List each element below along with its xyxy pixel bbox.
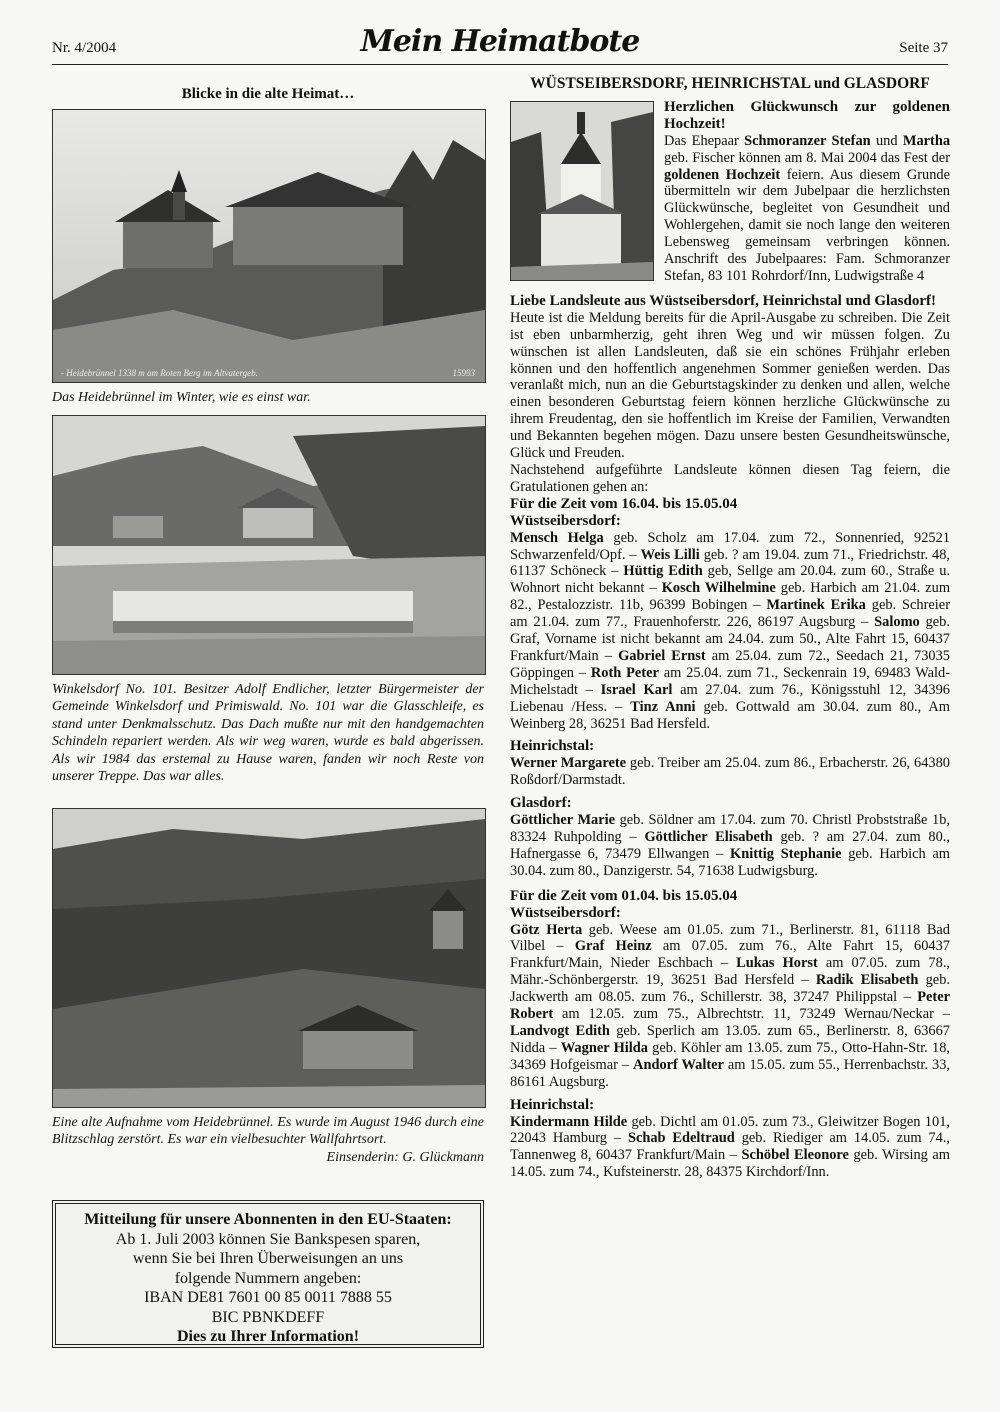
birthday-name: Göttlicher Marie bbox=[510, 812, 616, 829]
notice-line2: wenn Sie bei Ihren Überweisungen an uns bbox=[132, 1250, 404, 1267]
birthday-name: Hüttig Edith bbox=[623, 563, 703, 580]
birthday-name: Landvogt Edith bbox=[510, 1022, 610, 1039]
notice-line1: Ab 1. Juli 2003 können Sie Bankspesen sparen, bbox=[115, 1230, 421, 1248]
greeting-intro: Nachstehend aufgeführte Landsleute können diesen Tag feiern, die Gratulationen gehen an: bbox=[510, 461, 950, 495]
list-block1-h bbox=[510, 755, 950, 789]
birthday-details: am 27.04. zum 76., Königsstuhl 12, 34396 Liebenau /Hess. – bbox=[510, 681, 950, 715]
birthday-name: Peter Robert bbox=[510, 989, 950, 1023]
birthday-details: geb. ? am 27.04. zum 80., Hafnergasse 6, 73479 Ellwangen – bbox=[510, 829, 950, 862]
birthday-details: geb. Söldner am 17.04. zum 70. Christl Probststraße 1b, 83324 Ruhpolding – bbox=[510, 812, 950, 845]
period1-heading: Für die Zeit vom 16.04. bis 15.05.04 bbox=[510, 495, 738, 512]
birthday-name: Schöbel Eleonore bbox=[741, 1147, 849, 1164]
notice-line3: folgende Nummern angeben: bbox=[174, 1269, 362, 1287]
photo-inscription: - Heidebrünnel 1338 m am Roten Berg im Altvatergeb. bbox=[61, 368, 258, 378]
birthday-name: Andorf Walter bbox=[633, 1056, 724, 1073]
photo-winkelsdorf-101 bbox=[52, 415, 486, 675]
photo-number: 15993 bbox=[452, 368, 475, 378]
period1-place-g: Glasdorf: bbox=[510, 795, 572, 812]
notice-title: Mitteilung für unsere Abonnenten in den EU-Staaten: bbox=[84, 1211, 452, 1228]
notice-bic: BIC PBNKDEFF bbox=[211, 1308, 325, 1326]
caption-photo3: Eine alte Aufnahme vom Heidebrünnel. Es wurde im August 1946 durch eine Blitzschlag zerstört. Es war ein vielbesuchter Wallfahrtsort. bbox=[52, 1114, 484, 1147]
period1-place-h: Heinrichstal: bbox=[510, 738, 595, 755]
photo-heidebruennel-winter bbox=[52, 109, 486, 383]
birthday-name: Tinz Anni bbox=[630, 698, 696, 715]
notice-iban: IBAN DE81 7601 00 85 0011 7888 55 bbox=[144, 1289, 392, 1306]
birthday-name: Schab Edeltraud bbox=[627, 1130, 735, 1147]
list-block2-w bbox=[510, 922, 950, 1091]
birthday-name: Martinek Erika bbox=[766, 597, 866, 614]
birthday-details: geb. Jackwerth am 08.05. zum 76., Schillerstr. 38, 37247 Philippstal – bbox=[510, 972, 950, 1006]
birthday-details: geb. Sperlich am 13.05. zum 65., Berlinerstr. 8, 63667 Nidda – bbox=[510, 1022, 950, 1056]
birthday-name: Mensch Helga bbox=[510, 529, 604, 546]
masthead-logo: Mein Heimatbote bbox=[360, 24, 640, 59]
list-block1-w bbox=[510, 530, 950, 733]
birthday-name: Weis Lilli bbox=[640, 546, 700, 563]
period2-heading: Für die Zeit vom 01.04. bis 15.05.04 bbox=[510, 887, 738, 904]
birthday-details: am 12.05. zum 75., Albrechtstr. 11, 73249 Wernau/Neckar – bbox=[553, 1006, 950, 1023]
birthday-details: geb. Schreier am 21.04. zum 77., Frauenhoferstr. 226, 86197 Augsburg – bbox=[510, 597, 950, 631]
birthday-details: geb. Scholz am 17.04. zum 72., Sonnenried, 92521 Schwarzenfeld/Opf. – bbox=[510, 529, 950, 563]
birthday-details: am 25.04. zum 71., Seckenrain 19, 69483 Wald-Michelstadt – bbox=[510, 664, 951, 698]
page-number: Seite 37 bbox=[899, 40, 948, 56]
birthday-name: Kindermann Hilde bbox=[510, 1113, 628, 1130]
birthday-name: Werner Margarete bbox=[510, 755, 627, 772]
caption-photo2: Winkelsdorf No. 101. Besitzer Adolf Endlicher, letzter Bürgermeister der Gemeinde Winkelsdorf und Primiswald. No. 101 war die Glasschleife, es stand unter Denkmalsschutz. Das Dach mußte nur mit den handgemachten Schindeln repariert werden. Als wir weg waren, wurde es bald abgerissen. Als wir 1984 das erstemal zu Hause waren, fanden wir noch Reste von unserer Treppe. Das war alles. bbox=[52, 681, 484, 784]
birthday-details: geb. Weese am 01.05. zum 71., Berlinerstr. 81, 61118 Bad Vilbel – bbox=[510, 921, 951, 955]
right-column bbox=[510, 76, 950, 1181]
congrats-heading: Herzlichen Glückwunsch zur goldenen Hochzeit! bbox=[664, 98, 950, 132]
photo-heidebruennel-old bbox=[52, 808, 486, 1108]
article-title: WÜSTSEIBERSDORF, HEINRICHSTAL und GLASDORF bbox=[530, 75, 930, 92]
birthday-name: Götz Herta bbox=[510, 921, 583, 938]
birthday-details: am 25.04. zum 72., Seedach 21, 73035 Göppingen – bbox=[510, 647, 950, 681]
birthday-details: am 07.05. zum 76., Alte Fahrt 15, 60437 Frankfurt/Main, Nieder Eschbach – bbox=[510, 938, 950, 972]
birthday-details: geb. ? am 19.04. zum 71., Friedrichstr. 48, 61137 Schöneck – bbox=[510, 546, 950, 580]
notice-closing: Dies zu Ihrer Information! bbox=[176, 1328, 360, 1345]
birthday-name: Knittig Stephanie bbox=[730, 845, 842, 862]
birthday-details: am 07.05. zum 78., Mähr.-Schönbergerstr. 19, 36251 Bad Hersfeld – bbox=[510, 955, 951, 989]
birthday-name: Graf Heinz bbox=[574, 938, 652, 955]
birthday-name: Kosch Wilhelmine bbox=[661, 580, 776, 597]
birthday-details: geb. Treiber am 25.04. zum 86., Erbacherstr. 26, 64380 Roßdorf/Darmstadt. bbox=[510, 755, 950, 789]
birthday-details: geb. Köhler am 13.05. zum 75., Otto-Hahn-Str. 18, 34369 Hofgeismar – bbox=[510, 1039, 950, 1073]
section-title: Blicke in die alte Heimat… bbox=[181, 86, 355, 102]
period1-place-w: Wüstseibersdorf: bbox=[510, 512, 621, 529]
birthday-details: am 15.05. zum 55., Herrenbachstr. 33, 86161 Augsburg. bbox=[510, 1056, 950, 1090]
birthday-name: Radik Elisabeth bbox=[815, 972, 919, 989]
birthday-details: geb. Graf, Vorname ist nicht bekannt am 24.04. zum 50., Alte Fahrt 15, 60437 Frankfurt/Main – bbox=[510, 614, 950, 664]
notice-box bbox=[52, 1200, 484, 1348]
birthday-details: geb. Harbich am 21.04. zum 82., Pestalozzistr. 11b, 96399 Bobingen – bbox=[510, 580, 951, 614]
list-block1-g bbox=[510, 812, 950, 880]
left-column bbox=[52, 78, 484, 1166]
birthday-details: geb, Sellge am 20.04. zum 60., Straße u. Wohnort nicht bekannt – bbox=[510, 563, 950, 597]
issue-number: Nr. 4/2004 bbox=[52, 40, 117, 56]
list-block2-h bbox=[510, 1114, 950, 1182]
birthday-name: Salomo bbox=[874, 614, 920, 631]
photo-church bbox=[510, 101, 654, 281]
birthday-name: Israel Karl bbox=[600, 681, 673, 698]
greeting-heading: Liebe Landsleute aus Wüstseibersdorf, Heinrichstal und Glasdorf! bbox=[510, 292, 937, 309]
caption-photo1: Das Heidebrünnel im Winter, wie es einst war. bbox=[52, 390, 311, 405]
birthday-name: Wagner Hilda bbox=[560, 1039, 648, 1056]
birthday-details: geb. Wirsing am 14.05. zum 74., Kufsteinerstr. 28, 84375 Kirchdorf/Inn. bbox=[510, 1147, 950, 1181]
period2-place-w: Wüstseibersdorf: bbox=[510, 904, 621, 921]
caption-sender: Einsenderin: G. Glückmann bbox=[326, 1149, 484, 1165]
header-rule bbox=[52, 64, 948, 65]
congrats-text: Das Ehepaar Schmoranzer Stefan und Martha geb. Fischer können am 8. Mai 2004 das Fest der goldenen Hochzeit feiern. Aus diesem Grunde übermitteln wir dem Jubelpaar die herzlichsten Glückwünsche, begleitet von Gesundheit und Wohlergehen, damit sie noch lange den weiteren Lebensweg gemeinsam verbringen können. Anschrift des Jubelpaares: Fam. Schmoranzer Stefan, 83 101 Rohrdorf/Inn, Ludwigstraße 4 bbox=[664, 132, 951, 284]
birthday-details: geb. Riediger am 14.05. zum 74., Tannenweg 8, 60437 Frankfurt/Main – bbox=[510, 1130, 950, 1164]
birthday-name: Gabriel Ernst bbox=[618, 647, 706, 664]
birthday-details: geb. Dichtl am 01.05. zum 73., Gleiwitzer Bogen 101, 22043 Hamburg – bbox=[510, 1113, 950, 1147]
birthday-name: Göttlicher Elisabeth bbox=[644, 829, 773, 845]
birthday-details: geb. Gottwald am 30.04. zum 80., Am Weinberg 28, 36251 Bad Hersfeld. bbox=[510, 698, 950, 732]
birthday-details: geb. Harbich am 30.04. zum 80., Danzigerstr. 54, 71638 Ludwigsburg. bbox=[510, 845, 950, 879]
birthday-name: Roth Peter bbox=[590, 664, 659, 681]
greeting-text: Heute ist die Meldung bereits für die April-Ausgabe zu schreiben. Die Zeit ist eben unbarmherzig, geht ihren Weg und wir müssen folgen. Zu wünschen ist allen Landsleuten, daß sie ein schönes Frühjahr erleben können und den hoffentlich angenehmen Sommer genießen werden. Das veranlaßt mich, nun an die Geburtstagskinder zu denken und allen, welche einen besonderen Geburtstag feiern können herzliche Glückwünsche zu ihrem Freudentag, den sie hoffentlich im Kreise der Familien, Verwandten und Bekannten begehen mögen. Dazu unsere besten Gesundheitswünsche, Glück und Freuden. bbox=[510, 309, 950, 462]
birthday-name: Lukas Horst bbox=[736, 955, 818, 972]
period2-place-h: Heinrichstal: bbox=[510, 1096, 595, 1113]
